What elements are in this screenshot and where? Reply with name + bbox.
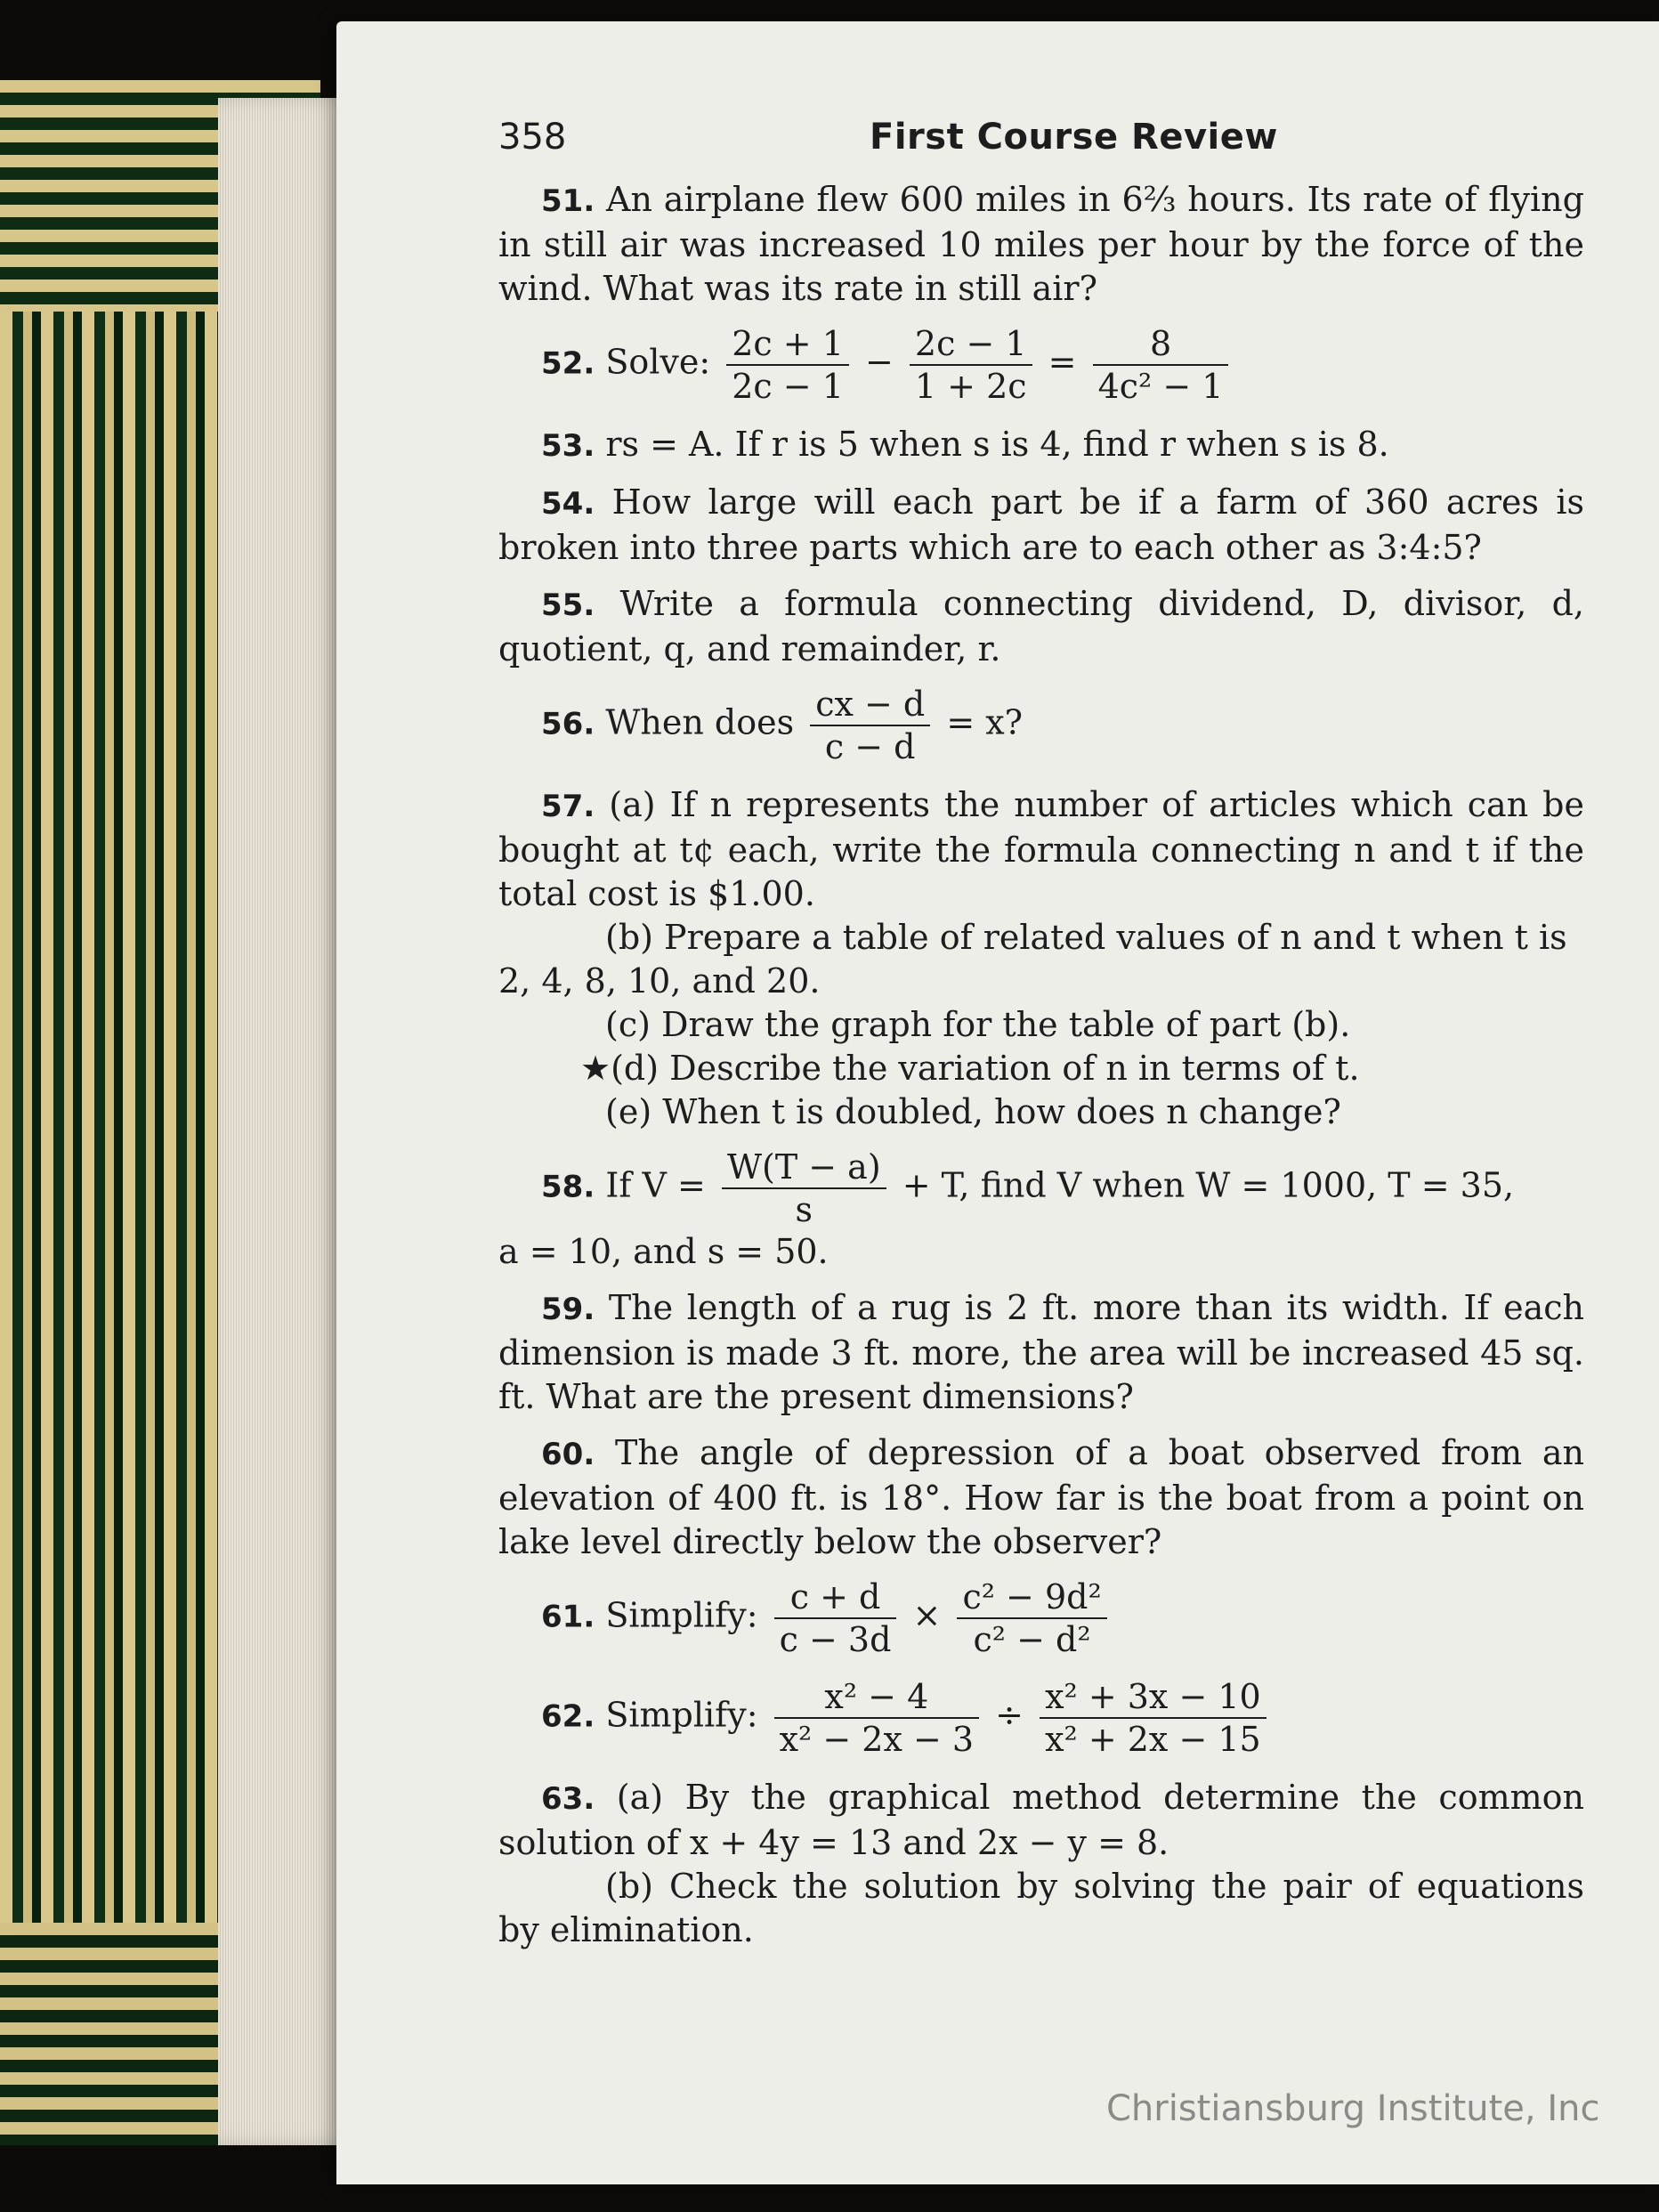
problem-61: 61. Simplify: $\frac{c + d}{c - 3d}$ × $\frac{\text{c² − 9d²}}{\text{c² − d²}}$ <box>541 1576 1584 1660</box>
problem-58-cont: a = 10, and s = 50. <box>498 1232 829 1271</box>
problem-59: 59. The length of a rug is 2 ft. more than its width. If each dimension is made 3 ft. more, the area will be increased 45 sq. ft. What are the present dimensions? <box>498 1288 1584 1416</box>
problem-53: 53. rs = A. If r is 5 when s is 4, find r when s is 8. <box>541 425 1389 464</box>
page-title: First Course Review <box>870 117 1278 158</box>
problem-55: 55. Write a formula connecting dividend, D, divisor, d, quotient, q, and remainder, r. <box>498 584 1584 668</box>
problem-58: 58. If V = $\frac{W(T - a)}{s}$ + T, find V when W = 1000, T = 35, <box>541 1147 1515 1229</box>
fraction: $\frac{\text{x² − 4}}{\text{x² − 2x − 3}}$ <box>774 1676 979 1760</box>
problem-63: 63. (a) By the graphical method determine the common solution of x + 4y = 13 and 2x − y = 8. <box>498 1778 1584 1862</box>
page-edges <box>218 98 352 2145</box>
problem-51: 51. An airplane flew 600 miles in 6⅔ hours. Its rate of flying in still air was increased 10 miles per hour by the force of the wind. What was its rate in still air? <box>498 180 1584 308</box>
problem-57-e: (e) When t is doubled, how does n change? <box>605 1092 1341 1131</box>
page-content <box>498 107 1584 1965</box>
page-number: 358 <box>498 117 567 158</box>
problem-56: 56. When does $\frac{cx - d}{c - d}$ = x? <box>541 685 1024 766</box>
fraction: $\frac{W(T - a)}{s}$ <box>722 1147 886 1230</box>
problem-60: 60. The angle of depression of a boat observed from an elevation of 400 ft. is 18°. How far is the boat from a point on lake level directly below the observer? <box>498 1433 1584 1561</box>
fraction: $\frac{8}{\text{4c² − 1}}$ <box>1093 323 1229 407</box>
problem-54: 54. How large will each part be if a farm of 360 acres is broken into three parts which are to each other as 3:4:5? <box>498 482 1584 567</box>
problem-62: 62. Simplify: $\frac{\text{x² − 4}}{\text{x² − 2x − 3}}$ ÷ $\frac{\text{x² + 3x − 10}}{\text{x² + 2x − 15}}$ <box>541 1676 1584 1760</box>
running-head <box>498 107 1584 178</box>
problem-57-b: (b) Prepare a table of related values of n and t when t is <box>605 918 1567 957</box>
problem-57-c: (c) Draw the graph for the table of part (b). <box>605 1005 1351 1044</box>
problem-57-b-cont: 2, 4, 8, 10, and 20. <box>498 961 821 1001</box>
problem-52: 52. Solve: $\frac{2c + 1}{2c - 1}$ − $\frac{2c - 1}{1 + 2c}$ = $\frac{8}{\text{4c² − 1}}$ <box>541 323 1584 407</box>
fraction: $\frac{2c - 1}{1 + 2c}$ <box>910 323 1032 407</box>
fraction: $\frac{\text{c² − 9d²}}{\text{c² − d²}}$ <box>957 1576 1106 1660</box>
fraction: $\frac{c + d}{c - 3d}$ <box>774 1576 897 1660</box>
problem-57-d: ★(d) Describe the variation of n in terms of t. <box>580 1049 1360 1088</box>
fraction: $\frac{2c + 1}{2c - 1}$ <box>726 323 849 407</box>
fraction: $\frac{cx - d}{c - d}$ <box>810 684 930 767</box>
fraction: $\frac{\text{x² + 3x − 10}}{\text{x² + 2x − 15}}$ <box>1040 1676 1267 1760</box>
watermark: Christiansburg Institute, Inc <box>1106 2088 1600 2129</box>
problem-57: 57. (a) If n represents the number of articles which can be bought at t¢ each, write the formula connecting n and t if the total cost is $1.00. <box>498 785 1584 913</box>
problem-63-b: (b) Check the solution by solving the pair of equations by elimination. <box>498 1867 1584 1949</box>
